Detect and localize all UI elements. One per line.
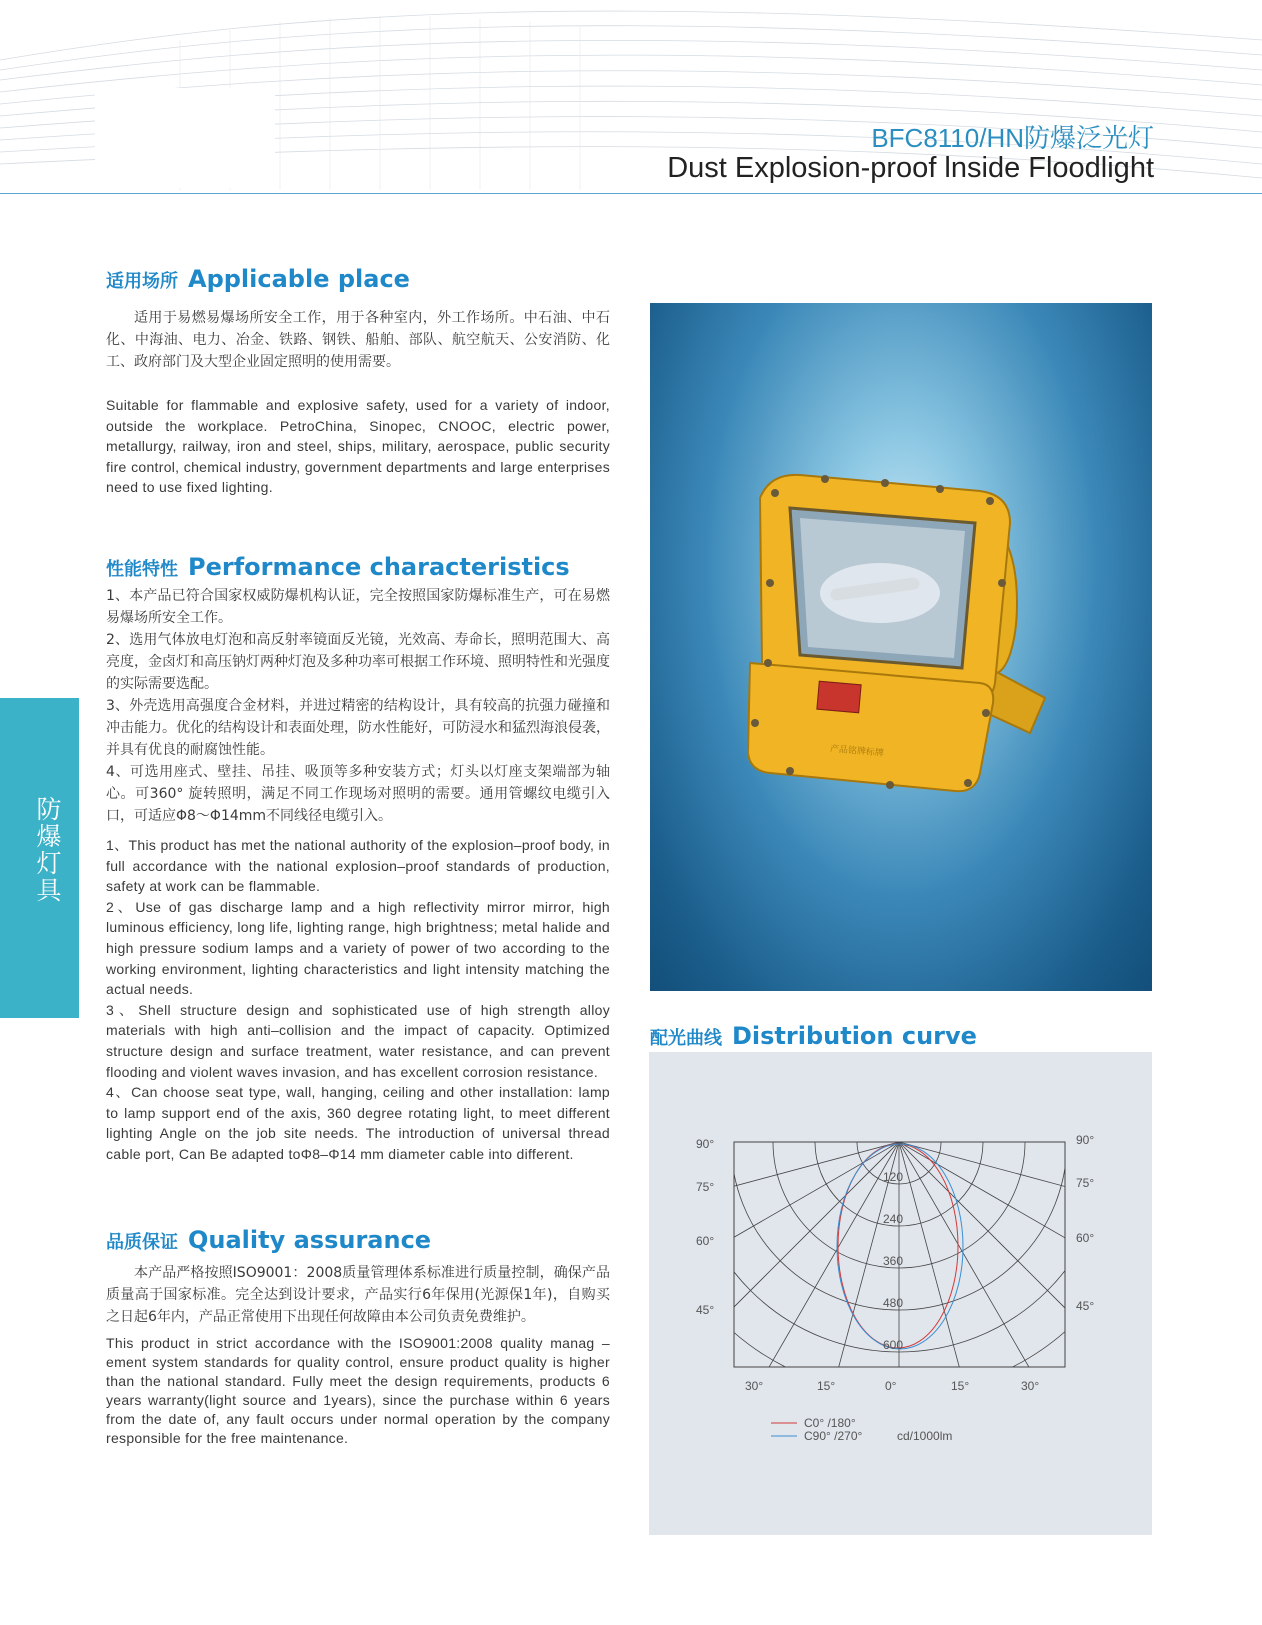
- housing-panel-label: 产品铭牌标牌: [829, 744, 885, 759]
- quality-heading: [106, 1226, 610, 1254]
- applicable-heading-cn: 适用场所: [106, 271, 178, 292]
- performance-item-en: 1、This product has met the national authority of the explosion–proof body, in full accordance with the national explosion–proof standards of production, safety at work can be flammable.: [106, 837, 610, 895]
- distribution-heading-en: Distribution curve: [732, 1022, 977, 1050]
- angle-label-right: 45°: [1076, 1299, 1095, 1313]
- performance-item-en: 3、Shell structure design and sophisticated use of high strength alloy materials with high anti–collision and the impact of capacity. Optimized structure design and surface treatment, water resistance, and can prevent flooding and violent waves invasion, and has excellent corrosion resistance.: [106, 1001, 610, 1080]
- legend-label-c0: C0° /180°: [804, 1416, 856, 1430]
- applicable-heading-en: Applicable place: [188, 265, 410, 293]
- applicable-heading: [106, 265, 610, 293]
- legend-label-c90: C90° /270°: [804, 1429, 863, 1443]
- performance-item-en: 4、Can choose seat type, wall, hanging, ceiling and other installation: lamp to lamp support end of the axis, 360 degree rotating light, to meet different lighting Angle on the job site needs. The introduction of universal thread cable port, Can Be adapted toΦ8–Φ14 mm diameter cable into different.: [106, 1084, 610, 1162]
- angle-label-left: 90°: [696, 1137, 715, 1151]
- product-photo: [650, 303, 1152, 991]
- performance-item-cn: 3、外壳选用高强度合金材料，并进过精密的结构设计，具有较高的抗强力碰撞和冲击能力。优化的结构设计和表面处理，防水性能好，可防浸水和猛烈海浪侵袭，并具有优良的耐腐蚀性能。: [106, 698, 610, 758]
- quality-heading-en: Quality assurance: [188, 1226, 432, 1254]
- angle-label-left: 75°: [696, 1180, 715, 1194]
- grid-spoke: [899, 1142, 1152, 1246]
- product-title-cn: BFC8110/HN防爆泛光灯: [871, 123, 1154, 153]
- grid-spoke: [699, 1142, 899, 1488]
- performance-item-en: 2、Use of gas discharge lamp and a high reflectivity mirror mirror, high luminous efficiency, long life, lighting range, high brightness; metal halide and high pressure sodium lamps and a variety of power of two according to the working environment, lighting characteristics and light intensity matching the actual needs.: [106, 898, 610, 998]
- angle-label-bottom: 30°: [745, 1379, 764, 1393]
- applicable-section: [106, 265, 610, 498]
- grid-spoke: [899, 1142, 1152, 1342]
- performance-item-cn: 1、本产品已符合国家权威防爆机构认证，完全按照国家防爆标准生产，可在易燃易爆场所安全工作。: [106, 588, 610, 626]
- distribution-heading-cn: 配光曲线: [650, 1028, 722, 1049]
- floodlight-illustration: [650, 303, 1152, 991]
- performance-item-cn: 2、选用气体放电灯泡和高反射率镜面反光镜，光效高、寿命长，照明范围大、高亮度，金卤灯和高压钠灯两种灯泡及多种功率可根据工作环境、照明特性和光强度的实际需要选配。: [106, 632, 610, 692]
- quality-text-en: This product in strict accordance with the ISO9001:2008 quality manag –ement system standards for quality control, ensure product quality is higher than the national standard. Fully meet the design requirements, products 6 years warranty(light source and 1years), since the purchase within 6 years from the date of, any fault occurs under normal operation by the company responsible for the free maintenance.: [106, 1335, 610, 1446]
- quality-heading-cn: 品质保证: [106, 1232, 178, 1253]
- grid-spoke: [649, 1142, 899, 1342]
- side-category-tab: [0, 698, 79, 1018]
- quality-section: [106, 1226, 610, 1448]
- unit-label: cd/1000lm: [897, 1429, 953, 1443]
- angle-label-bottom: 30°: [1021, 1379, 1040, 1393]
- angle-label-right: 75°: [1076, 1176, 1095, 1190]
- applicable-text-cn: 适用于易燃易爆场所安全工作，用于各种室内，外工作场所。中石油、中石化、中海油、电力、冶金、铁路、钢铁、船舶、部队、航空航天、公安消防、化工、政府部门及大型企业固定照明的使用需要。: [106, 310, 610, 370]
- angle-label-left: 45°: [696, 1303, 715, 1317]
- performance-heading-en: Performance characteristics: [188, 553, 570, 581]
- radial-value-label: 240: [883, 1212, 904, 1226]
- performance-heading: [106, 553, 610, 581]
- distribution-heading: [650, 1022, 977, 1050]
- radial-value-label: 120: [883, 1170, 904, 1184]
- angle-label-right: 90°: [1076, 1133, 1095, 1147]
- grid-spoke: [899, 1142, 1003, 1528]
- side-category-label: 防爆灯具: [33, 796, 62, 904]
- grid-spoke: [795, 1142, 899, 1528]
- performance-section: [106, 553, 610, 1165]
- angle-label-bottom: 15°: [817, 1379, 836, 1393]
- radial-value-label: 600: [883, 1338, 904, 1352]
- angle-label-bottom: 0°: [885, 1379, 897, 1393]
- product-title-en: Dust Explosion-proof lnside Floodlight: [667, 152, 1154, 184]
- radial-value-label: 480: [883, 1296, 904, 1310]
- angle-label-bottom: 15°: [951, 1379, 970, 1393]
- quality-text-cn: 本产品严格按照ISO9001：2008质量管理体系标准进行质量控制，确保产品质量高于国家标准。完全达到设计要求，产品实行6年保用(光源保1年)，自购买之日起6年内，产品正常使用下出现任何故障由本公司负责免费维护。: [106, 1265, 610, 1325]
- distribution-panel: [649, 1052, 1152, 1535]
- radial-value-label: 360: [883, 1254, 904, 1268]
- performance-item-cn: 4、可选用座式、壁挂、吊挂、吸顶等多种安装方式；灯头以灯座支架端部为轴心。可360° 旋转照明，满足不同工作现场对照明的需要。通用管螺纹电缆引入口，可适应Φ8～Φ14mm不同线径电缆引入。: [106, 764, 610, 824]
- angle-label-right: 60°: [1076, 1231, 1095, 1245]
- applicable-text-en: Suitable for flammable and explosive safety, used for a variety of indoor, outside the workplace. PetroChina, Sinopec, CNOOC, electric power, metallurgy, railway, iron and steel, ships, military, aerospace, public security fire control, chemical industry, government departments and large enterprises need to use fixed lighting.: [106, 397, 610, 496]
- polar-distribution-chart: [649, 1052, 1152, 1535]
- performance-heading-cn: 性能特性: [106, 559, 178, 580]
- angle-label-left: 60°: [696, 1234, 715, 1248]
- header-divider: [0, 193, 1262, 194]
